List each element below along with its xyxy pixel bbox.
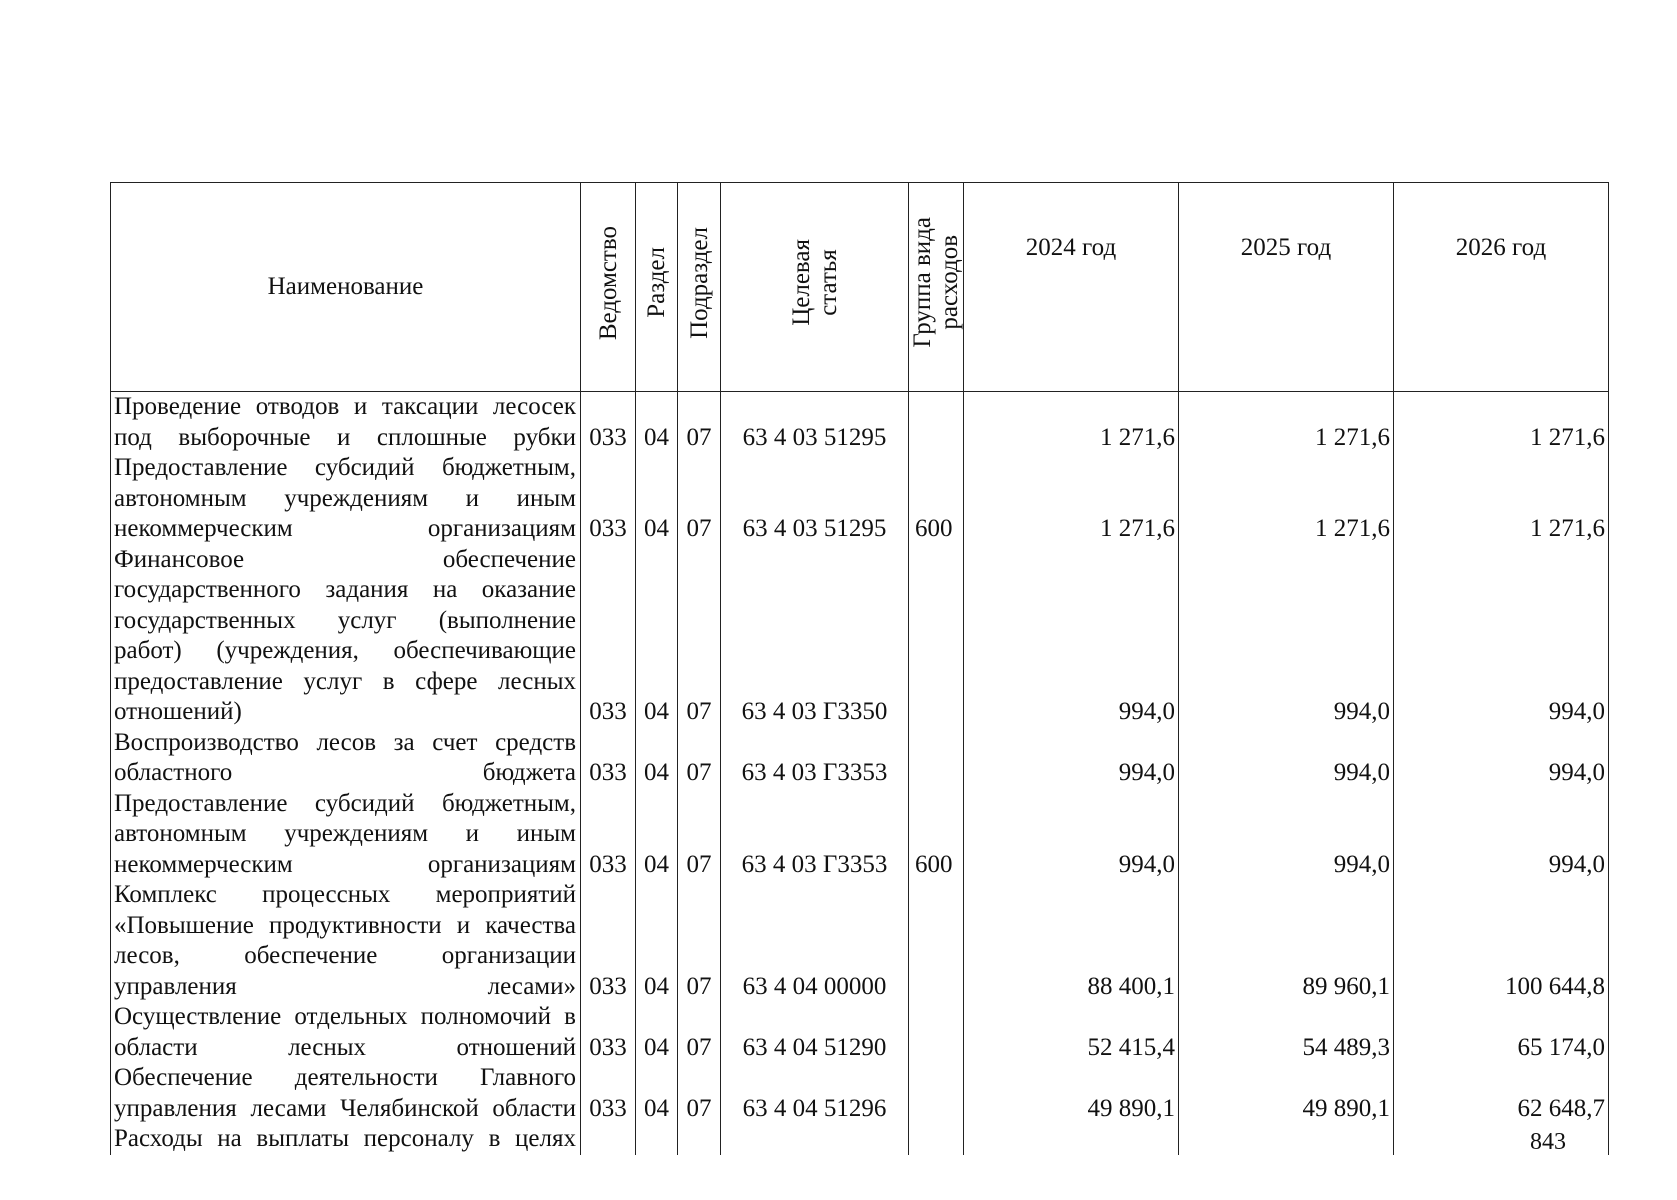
row-section: 04 bbox=[636, 453, 678, 545]
row-subsection: 07 bbox=[678, 545, 721, 728]
row-department: 033 bbox=[581, 392, 636, 454]
row-2025: 1 271,6 bbox=[1179, 453, 1394, 545]
row-2024: 994,0 bbox=[964, 728, 1179, 789]
row-group bbox=[909, 545, 964, 728]
header-year-2024: 2024 год bbox=[964, 183, 1179, 392]
row-2026: 994,0 bbox=[1394, 789, 1609, 881]
row-2024: 1 271,6 bbox=[964, 453, 1179, 545]
row-section: 04 bbox=[636, 880, 678, 1002]
row-name: Предоставление субсидий бюджетным, автономным учреждениям и иным некоммерческим организациям bbox=[111, 453, 581, 545]
row-target: 63 4 03 Г3350 bbox=[721, 545, 909, 728]
row-2026 bbox=[1394, 1124, 1609, 1155]
row-target: 63 4 03 Г3353 bbox=[721, 789, 909, 881]
table-row bbox=[111, 1124, 1609, 1155]
row-2026: 100 644,8 bbox=[1394, 880, 1609, 1002]
row-department: 033 bbox=[581, 453, 636, 545]
row-2026: 62 648,7 bbox=[1394, 1063, 1609, 1124]
row-name: Проведение отводов и таксации лесосек под выборочные и сплошные рубки bbox=[111, 392, 581, 454]
row-2025: 994,0 bbox=[1179, 789, 1394, 881]
row-2024: 52 415,4 bbox=[964, 1002, 1179, 1063]
row-section: 04 bbox=[636, 1063, 678, 1124]
row-group bbox=[909, 880, 964, 1002]
row-2024: 994,0 bbox=[964, 545, 1179, 728]
row-section: 04 bbox=[636, 789, 678, 881]
row-2025: 1 271,6 bbox=[1179, 392, 1394, 454]
header-year-2025: 2025 год bbox=[1179, 183, 1394, 392]
header-department: Ведомство bbox=[581, 183, 636, 392]
header-section: Раздел bbox=[636, 183, 678, 392]
table-header-row bbox=[111, 183, 1609, 392]
row-2025: 54 489,3 bbox=[1179, 1002, 1394, 1063]
row-subsection: 07 bbox=[678, 789, 721, 881]
row-department: 033 bbox=[581, 789, 636, 881]
row-section: 04 bbox=[636, 545, 678, 728]
row-section: 04 bbox=[636, 392, 678, 454]
row-2025: 994,0 bbox=[1179, 728, 1394, 789]
row-2025: 49 890,1 bbox=[1179, 1063, 1394, 1124]
row-2024: 1 271,6 bbox=[964, 392, 1179, 454]
row-2025: 89 960,1 bbox=[1179, 880, 1394, 1002]
row-target: 63 4 04 51290 bbox=[721, 1002, 909, 1063]
row-subsection: 07 bbox=[678, 880, 721, 1002]
row-section bbox=[636, 1124, 678, 1155]
header-expense-group: Группа вида расходов bbox=[909, 183, 964, 392]
row-department bbox=[581, 1124, 636, 1155]
row-group bbox=[909, 1002, 964, 1063]
row-2026: 1 271,6 bbox=[1394, 392, 1609, 454]
row-target: 63 4 04 00000 bbox=[721, 880, 909, 1002]
row-2026: 994,0 bbox=[1394, 545, 1609, 728]
header-year-2026: 2026 год bbox=[1394, 183, 1609, 392]
row-target bbox=[721, 1124, 909, 1155]
row-target: 63 4 03 51295 bbox=[721, 392, 909, 454]
row-2025 bbox=[1179, 1124, 1394, 1155]
row-section: 04 bbox=[636, 1002, 678, 1063]
row-group bbox=[909, 1124, 964, 1155]
row-subsection: 07 bbox=[678, 728, 721, 789]
row-target: 63 4 04 51296 bbox=[721, 1063, 909, 1124]
row-department: 033 bbox=[581, 880, 636, 1002]
row-2026: 1 271,6 bbox=[1394, 453, 1609, 545]
row-target: 63 4 03 Г3353 bbox=[721, 728, 909, 789]
row-group: 600 bbox=[909, 789, 964, 881]
table-row bbox=[111, 880, 1609, 1002]
page-number: 843 bbox=[1530, 1129, 1566, 1155]
row-subsection: 07 bbox=[678, 1063, 721, 1124]
budget-table bbox=[110, 182, 1609, 1155]
row-department: 033 bbox=[581, 1063, 636, 1124]
row-name: Воспроизводство лесов за счет средств областного бюджета bbox=[111, 728, 581, 789]
row-department: 033 bbox=[581, 728, 636, 789]
row-subsection: 07 bbox=[678, 392, 721, 454]
row-name: Финансовое обеспечение государственного задания на оказание государственных услуг (выполнение работ) (учреждения, обеспечивающие предоставление услуг в сфере лесных отношений) bbox=[111, 545, 581, 728]
row-group bbox=[909, 392, 964, 454]
row-department: 033 bbox=[581, 1002, 636, 1063]
table-row bbox=[111, 1002, 1609, 1063]
table-body bbox=[111, 392, 1609, 1155]
row-2026: 65 174,0 bbox=[1394, 1002, 1609, 1063]
row-2025: 994,0 bbox=[1179, 545, 1394, 728]
row-name: Комплекс процессных мероприятий «Повышение продуктивности и качества лесов, обеспечение организации управления лесами» bbox=[111, 880, 581, 1002]
row-2024: 88 400,1 bbox=[964, 880, 1179, 1002]
row-name: Обеспечение деятельности Главного управления лесами Челябинской области bbox=[111, 1063, 581, 1124]
row-2024: 994,0 bbox=[964, 789, 1179, 881]
row-name: Предоставление субсидий бюджетным, автономным учреждениям и иным некоммерческим организациям bbox=[111, 789, 581, 881]
table-row bbox=[111, 728, 1609, 789]
row-subsection: 07 bbox=[678, 453, 721, 545]
row-name: Осуществление отдельных полномочий в области лесных отношений bbox=[111, 1002, 581, 1063]
row-2026: 994,0 bbox=[1394, 728, 1609, 789]
row-section: 04 bbox=[636, 728, 678, 789]
table-row bbox=[111, 453, 1609, 545]
row-group bbox=[909, 1063, 964, 1124]
row-name: Расходы на выплаты персоналу в целях bbox=[111, 1124, 581, 1155]
row-department: 033 bbox=[581, 545, 636, 728]
row-2024: 49 890,1 bbox=[964, 1063, 1179, 1124]
row-2024 bbox=[964, 1124, 1179, 1155]
table-row bbox=[111, 392, 1609, 454]
header-target-article: Целевая статья bbox=[721, 183, 909, 392]
row-group bbox=[909, 728, 964, 789]
row-subsection: 07 bbox=[678, 1002, 721, 1063]
row-group: 600 bbox=[909, 453, 964, 545]
row-subsection bbox=[678, 1124, 721, 1155]
table-row bbox=[111, 545, 1609, 728]
table-row bbox=[111, 789, 1609, 881]
row-target: 63 4 03 51295 bbox=[721, 453, 909, 545]
table-row bbox=[111, 1063, 1609, 1124]
header-name: Наименование bbox=[111, 183, 581, 392]
header-subsection: Подраздел bbox=[678, 183, 721, 392]
